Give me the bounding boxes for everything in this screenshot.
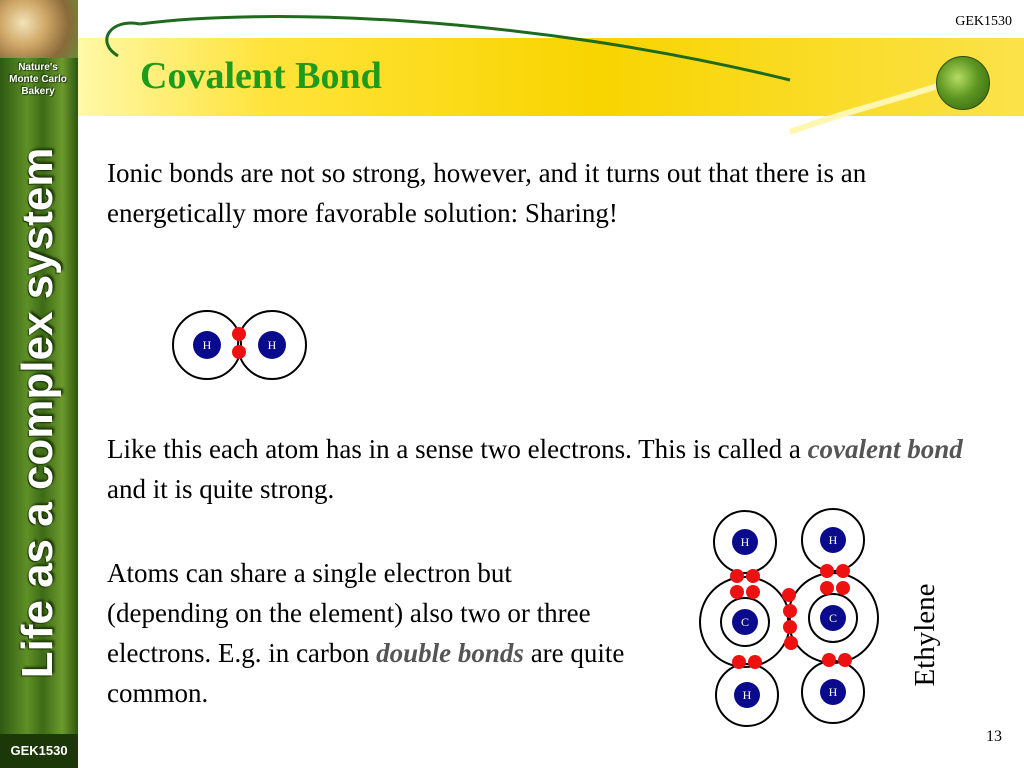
ethylene-label: Ethylene	[909, 583, 941, 687]
shared-electron	[232, 327, 246, 341]
page-number: 13	[986, 728, 1002, 745]
electron	[783, 604, 797, 618]
shared-electron	[232, 345, 246, 359]
h-top-left-label: H	[740, 535, 750, 549]
leaf-icon	[936, 56, 990, 110]
badge-line-1: Nature's	[18, 62, 58, 73]
double-bond-text-b: are quite common.	[107, 638, 625, 708]
electron	[782, 588, 796, 602]
intro-paragraph: Ionic bonds are not so strong, however, and it turns out that there is an energetically more favorable solution: Sharing!	[107, 158, 867, 228]
course-title-vertical: Life as a complex system	[13, 147, 62, 679]
electron	[784, 636, 798, 650]
electron	[730, 569, 744, 583]
electron	[838, 653, 852, 667]
h-top-right-label: H	[828, 533, 838, 547]
h-left-label: H	[202, 338, 212, 352]
course-code: GEK1530	[955, 14, 1012, 29]
double-bond-text-a: Atoms can share a single electron but (depending on the element) also two or three electrons. E.g. in carbon	[107, 558, 591, 668]
double-bond-paragraph	[107, 553, 627, 713]
covalent-paragraph	[107, 429, 987, 509]
double-bonds-term: double bonds	[376, 638, 524, 668]
slide-title: Covalent Bond	[140, 55, 382, 97]
c-left-label: C	[740, 615, 750, 629]
c-right-label: C	[828, 611, 838, 625]
electron	[730, 585, 744, 599]
electron	[836, 581, 850, 595]
covalent-bond-term: covalent bond	[807, 434, 963, 464]
sidebar-course-code: GEK1530	[0, 734, 78, 768]
electron	[783, 620, 797, 634]
electron	[748, 655, 762, 669]
electron	[746, 569, 760, 583]
electron	[822, 653, 836, 667]
electron	[820, 564, 834, 578]
h2-molecule-diagram	[160, 305, 320, 390]
electron	[836, 564, 850, 578]
h-right-label: H	[267, 338, 277, 352]
ethylene-diagram	[690, 505, 900, 735]
electron	[820, 581, 834, 595]
badge-line-2: Monte Carlo	[9, 74, 67, 85]
covalent-text-b: and it is quite strong.	[107, 474, 335, 504]
h-bottom-left-label: H	[742, 688, 752, 702]
electron	[732, 655, 746, 669]
badge-line-3: Bakery	[21, 86, 55, 97]
covalent-text-a: Like this each atom has in a sense two electrons. This is called a	[107, 434, 808, 464]
h-bottom-right-label: H	[828, 685, 838, 699]
electron	[746, 585, 760, 599]
